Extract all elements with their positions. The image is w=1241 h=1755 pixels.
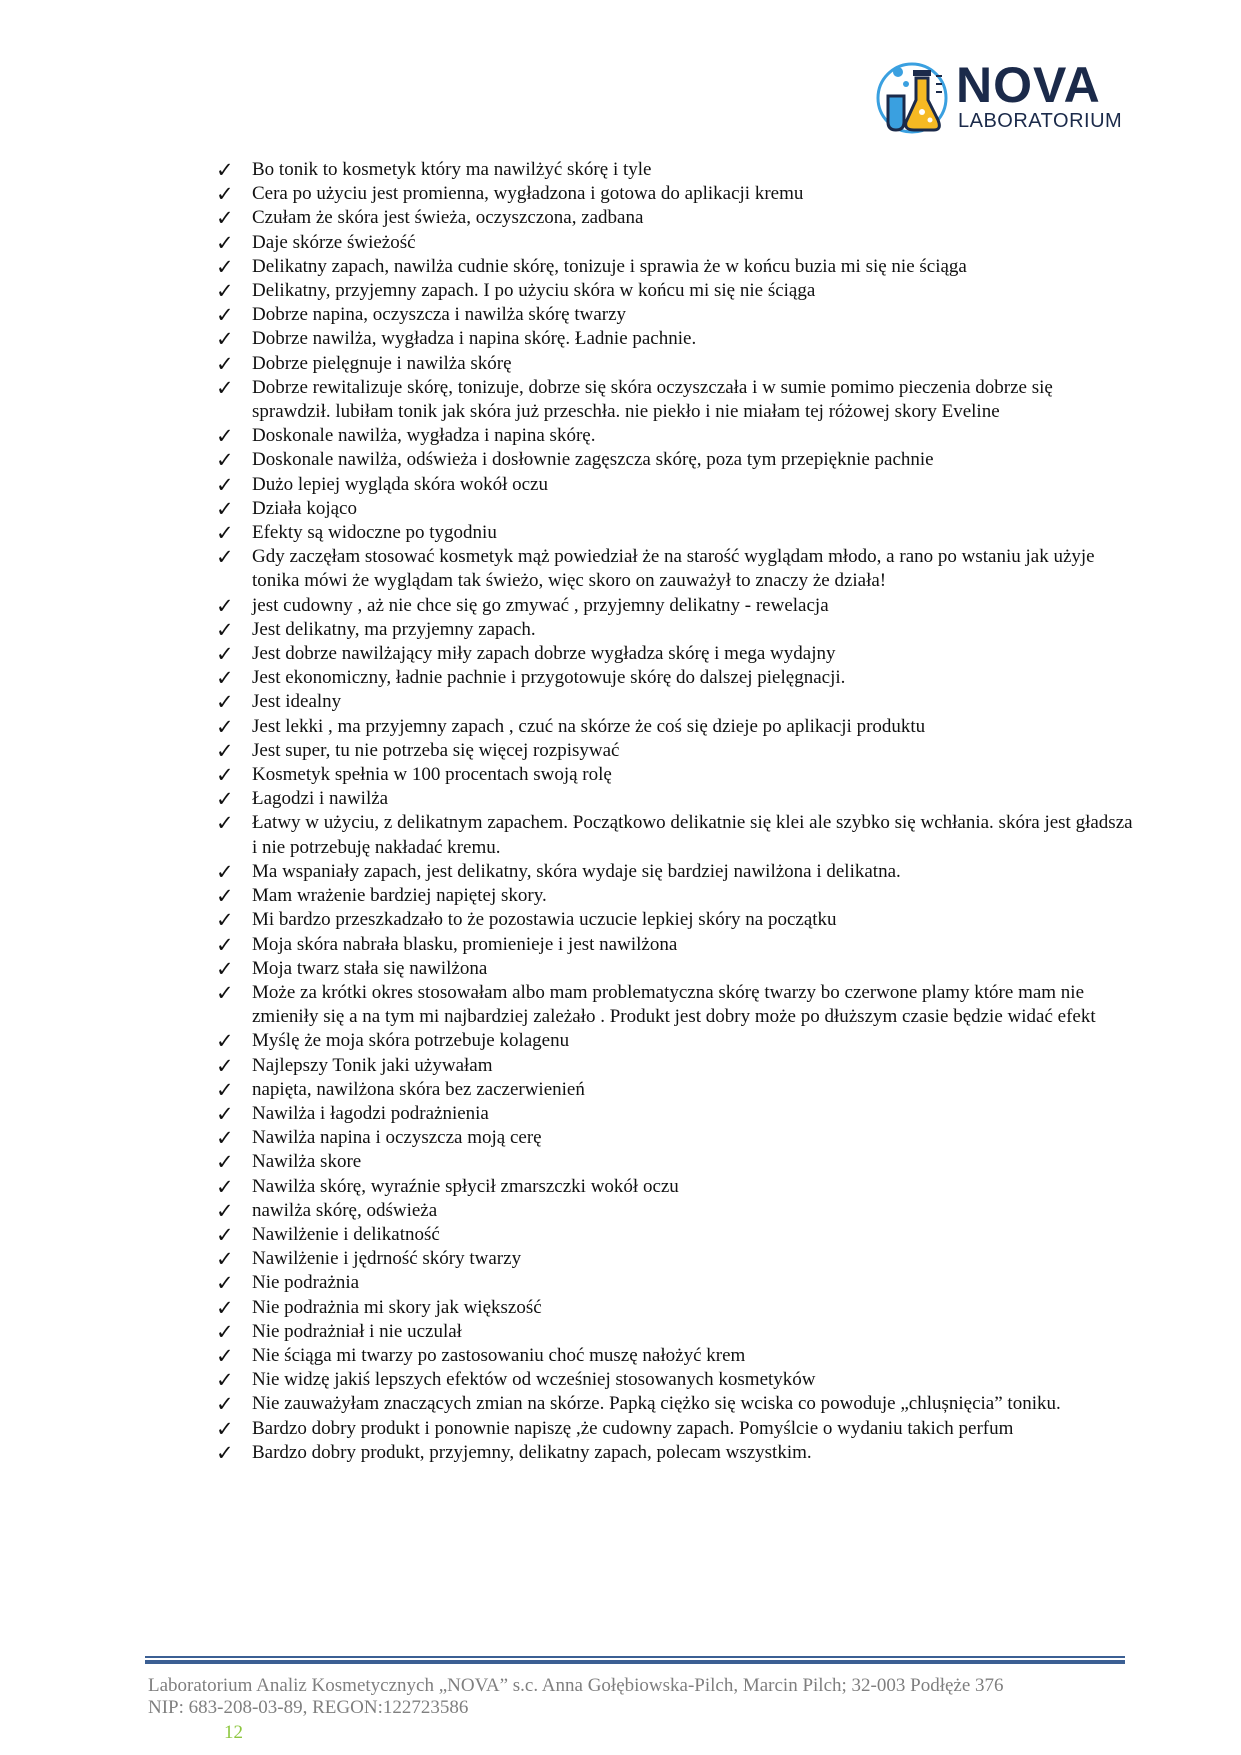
review-item	[216, 1223, 1136, 1247]
review-text: Jest super, tu nie potrzeba się więcej rozpisywać	[252, 739, 620, 761]
checkmark-icon: ✓	[216, 1440, 234, 1465]
review-text: nawilża skórę, odświeża	[252, 1199, 438, 1221]
review-text: Jest lekki , ma przyjemny zapach , czuć na skórze że coś się dzieje po aplikacji produktu	[252, 715, 926, 737]
review-text: Nawilża napina i oczyszcza moją cerę	[252, 1127, 542, 1149]
review-text: Doskonale nawilża, wygładza i napina skórę.	[252, 425, 596, 447]
checkmark-icon: ✓	[216, 738, 234, 763]
checkmark-icon: ✓	[216, 1295, 234, 1320]
review-item	[216, 1368, 1136, 1392]
review-text: Nie podrażniał i nie uczulał	[252, 1320, 462, 1342]
review-item	[216, 424, 1136, 448]
checkmark-icon: ✓	[216, 1174, 234, 1199]
review-text: Delikatny, przyjemny zapach. I po użyciu skóra w końcu mi się nie ściąga	[252, 280, 816, 302]
checkmark-icon: ✓	[216, 1150, 234, 1175]
review-text: Łatwy w użyciu, z delikatnym zapachem. Początkowo delikatnie się klei ale szybko się wchłania. skóra jest gładsza i nie potrzebuję nakładać kremu.	[252, 812, 1133, 858]
review-item	[216, 1271, 1136, 1295]
review-item	[216, 1126, 1136, 1150]
review-list	[216, 158, 1136, 1465]
review-text: Dobrze nawilża, wygładza i napina skórę. Ładnie pachnie.	[252, 328, 697, 350]
review-item	[216, 206, 1136, 230]
checkmark-icon: ✓	[216, 1416, 234, 1441]
review-item	[216, 1150, 1136, 1174]
checkmark-icon: ✓	[216, 545, 234, 570]
review-item	[216, 1054, 1136, 1078]
review-text: Jest dobrze nawilżający miły zapach dobrze wygładza skórę i mega wydajny	[252, 643, 836, 665]
nova-laboratorium-logo	[876, 56, 1123, 136]
review-item	[216, 1102, 1136, 1126]
review-text: Dużo lepiej wygląda skóra wokół oczu	[252, 473, 548, 495]
review-item	[216, 933, 1136, 957]
review-text: Nie zauważyłam znaczących zmian na skórze. Papką ciężko się wciska co powoduje „chlușnięcia” toniku.	[252, 1393, 1061, 1415]
checkmark-icon: ✓	[216, 666, 234, 691]
review-item	[216, 1392, 1136, 1416]
review-item	[216, 327, 1136, 351]
checkmark-icon: ✓	[216, 279, 234, 304]
footer	[148, 1675, 1128, 1719]
review-item	[216, 957, 1136, 981]
checkmark-icon: ✓	[216, 908, 234, 933]
review-item	[216, 787, 1136, 811]
review-text: jest cudowny , aż nie chce się go zmywać , przyjemny delikatny - rewelacja	[252, 594, 829, 616]
checkmark-icon: ✓	[216, 1247, 234, 1272]
review-item	[216, 1344, 1136, 1368]
checkmark-icon: ✓	[216, 327, 234, 352]
review-text: Bardzo dobry produkt, przyjemny, delikatny zapach, polecam wszystkim.	[252, 1441, 812, 1463]
checkmark-icon: ✓	[216, 859, 234, 884]
review-text: Gdy zaczęłam stosować kosmetyk mąż powiedział że na starość wyglądam młodo, a rano po wstaniu jak użyje tonika mówi że wyglądam tak świeżo, więc skoro on zauważył to znaczy że działa!	[252, 546, 1095, 592]
review-item	[216, 1247, 1136, 1271]
review-text: Ma wspaniały zapach, jest delikatny, skóra wydaje się bardziej nawilżona i delikatna.	[252, 860, 901, 882]
review-text: Łagodzi i nawilża	[252, 788, 389, 810]
logo-subtitle: LABORATORIUM	[958, 110, 1123, 132]
review-item	[216, 303, 1136, 327]
review-text: Nawilża skore	[252, 1151, 362, 1173]
review-item	[216, 376, 1136, 424]
review-item	[216, 1296, 1136, 1320]
review-text: Może za krótki okres stosowałam albo mam problematyczna skórę twarzy bo czerwone plamy które mam nie zmieniły się a na tym mi najbardziej zależało . Produkt jest dobry może po dłuższym czasie będzie widać efekt	[252, 981, 1096, 1028]
review-item	[216, 739, 1136, 763]
checkmark-icon: ✓	[216, 521, 234, 546]
review-item	[216, 908, 1136, 932]
review-text: Nie podrażnia	[252, 1272, 360, 1294]
checkmark-icon: ✓	[216, 472, 234, 497]
checkmark-icon: ✓	[216, 932, 234, 957]
review-item	[216, 1029, 1136, 1053]
checkmark-icon: ✓	[216, 980, 234, 1005]
review-text: Mi bardzo przeszkadzało to że pozostawia uczucie lepkiej skóry na początku	[252, 909, 837, 931]
review-item	[216, 1441, 1136, 1465]
review-item	[216, 448, 1136, 472]
checkmark-icon: ✓	[216, 714, 234, 739]
checkmark-icon: ✓	[216, 617, 234, 642]
footer-divider	[145, 1656, 1125, 1658]
review-item	[216, 715, 1136, 739]
review-text: napięta, nawilżona skóra bez zaczerwienień	[252, 1078, 585, 1100]
review-item	[216, 811, 1136, 859]
review-item	[216, 1078, 1136, 1102]
review-text: Nawilżenie i jędrność skóry twarzy	[252, 1248, 522, 1270]
checkmark-icon: ✓	[216, 1392, 234, 1417]
review-text: Dobrze pielęgnuje i nawilża skórę	[252, 352, 512, 374]
review-text: Bardzo dobry produkt i ponownie napiszę ,że cudowny zapach. Pomyślcie o wydaniu takich perfum	[252, 1417, 1014, 1439]
review-text: Jest idealny	[252, 691, 342, 713]
review-item	[216, 182, 1136, 206]
review-item	[216, 231, 1136, 255]
page-number: 12	[224, 1722, 243, 1743]
review-text: Nawilża skórę, wyraźnie spłycił zmarszczki wokół oczu	[252, 1175, 679, 1197]
review-item	[216, 473, 1136, 497]
review-text: Dobrze rewitalizuje skórę, tonizuje, dobrze się skóra oczyszczała i w sumie pomimo pieczenia dobrze się sprawdził. lubiłam tonik jak skóra już przeschła. nie piekło i nie miałam tej różowej skory Eveline	[252, 376, 1053, 423]
checkmark-icon: ✓	[216, 448, 234, 473]
review-text: Efekty są widoczne po tygodniu	[252, 522, 497, 544]
checkmark-icon: ✓	[216, 787, 234, 812]
review-item	[216, 255, 1136, 279]
review-text: Mam wrażenie bardziej napiętej skory.	[252, 885, 547, 907]
review-text: Kosmetyk spełnia w 100 procentach swoją rolę	[252, 764, 612, 786]
review-item	[216, 158, 1136, 182]
review-text: Działa kojąco	[252, 497, 357, 519]
review-text: Nie podrażnia mi skory jak większość	[252, 1296, 542, 1318]
review-text: Nie widzę jakiś lepszych efektów od wcześniej stosowanych kosmetyków	[252, 1369, 816, 1391]
review-text: Nawilżenie i delikatność	[252, 1223, 440, 1245]
checkmark-icon: ✓	[216, 690, 234, 715]
review-item	[216, 690, 1136, 714]
review-text: Czułam że skóra jest świeża, oczyszczona, zadbana	[252, 207, 644, 229]
review-text: Jest ekonomiczny, ładnie pachnie i przygotowuje skórę do dalszej pielęgnacji.	[252, 667, 846, 689]
review-text: Moja twarz stała się nawilżona	[252, 957, 488, 979]
review-item	[216, 1175, 1136, 1199]
review-text: Bo tonik to kosmetyk który ma nawilżyć skórę i tyle	[252, 159, 652, 180]
review-item	[216, 666, 1136, 690]
checkmark-icon: ✓	[216, 1198, 234, 1223]
review-item	[216, 642, 1136, 666]
review-item	[216, 594, 1136, 618]
checkmark-icon: ✓	[216, 303, 234, 328]
footer-company-line: Laboratorium Analiz Kosmetycznych „NOVA” s.c. Anna Gołębiowska-Pilch, Marcin Pilch; 32-003 Podłęże 376	[148, 1675, 1004, 1696]
checkmark-icon: ✓	[216, 1319, 234, 1344]
checkmark-icon: ✓	[216, 956, 234, 981]
checkmark-icon: ✓	[216, 230, 234, 255]
review-item	[216, 981, 1136, 1029]
review-item	[216, 521, 1136, 545]
review-item	[216, 497, 1136, 521]
review-item	[216, 884, 1136, 908]
checkmark-icon: ✓	[216, 206, 234, 231]
checkmark-icon: ✓	[216, 182, 234, 207]
review-text: Delikatny zapach, nawilża cudnie skórę, tonizuje i sprawia że w końcu buzia mi się nie ściąga	[252, 255, 967, 277]
checkmark-icon: ✓	[216, 158, 234, 182]
review-text: Moja skóra nabrała blasku, promienieje i jest nawilżona	[252, 933, 678, 955]
review-text: Doskonale nawilża, odświeża i dosłownie zagęszcza skórę, poza tym przepięknie pachnie	[252, 449, 934, 471]
review-text: Nie ściąga mi twarzy po zastosowaniu choć muszę nałożyć krem	[252, 1344, 746, 1366]
checkmark-icon: ✓	[216, 351, 234, 376]
checkmark-icon: ✓	[216, 1343, 234, 1368]
review-text: Jest delikatny, ma przyjemny zapach.	[252, 618, 536, 640]
review-text: Daje skórze świeżość	[252, 231, 416, 253]
checkmark-icon: ✓	[216, 1029, 234, 1054]
review-item	[216, 1417, 1136, 1441]
checkmark-icon: ✓	[216, 1222, 234, 1247]
checkmark-icon: ✓	[216, 811, 234, 836]
review-item	[216, 352, 1136, 376]
checkmark-icon: ✓	[216, 424, 234, 449]
checkmark-icon: ✓	[216, 763, 234, 788]
footer-divider-thick	[145, 1660, 1125, 1664]
review-item	[216, 860, 1136, 884]
checkmark-icon: ✓	[216, 1368, 234, 1393]
review-item	[216, 1199, 1136, 1223]
checkmark-icon: ✓	[216, 375, 234, 400]
review-item	[216, 545, 1136, 593]
review-item	[216, 618, 1136, 642]
review-text: Dobrze napina, oczyszcza i nawilża skórę twarzy	[252, 304, 627, 326]
review-text: Najlepszy Tonik jaki używałam	[252, 1054, 493, 1076]
review-item	[216, 279, 1136, 303]
review-item	[216, 763, 1136, 787]
review-text: Cera po użyciu jest promienna, wygładzona i gotowa do aplikacji kremu	[252, 183, 804, 205]
review-item	[216, 1320, 1136, 1344]
review-text: Myślę że moja skóra potrzebuje kolagenu	[252, 1030, 570, 1052]
checkmark-icon: ✓	[216, 642, 234, 667]
logo-title: NOVA	[956, 57, 1101, 113]
checkmark-icon: ✓	[216, 1053, 234, 1078]
review-text: Nawilża i łagodzi podrażnienia	[252, 1102, 489, 1124]
checkmark-icon: ✓	[216, 884, 234, 909]
lab-flask-logo-icon	[876, 56, 954, 136]
footer-registry-line: NIP: 683-208-03-89, REGON:122723586	[148, 1697, 469, 1718]
checkmark-icon: ✓	[216, 1077, 234, 1102]
checkmark-icon: ✓	[216, 254, 234, 279]
checkmark-icon: ✓	[216, 1126, 234, 1151]
checkmark-icon: ✓	[216, 496, 234, 521]
checkmark-icon: ✓	[216, 593, 234, 618]
checkmark-icon: ✓	[216, 1101, 234, 1126]
checkmark-icon: ✓	[216, 1271, 234, 1296]
